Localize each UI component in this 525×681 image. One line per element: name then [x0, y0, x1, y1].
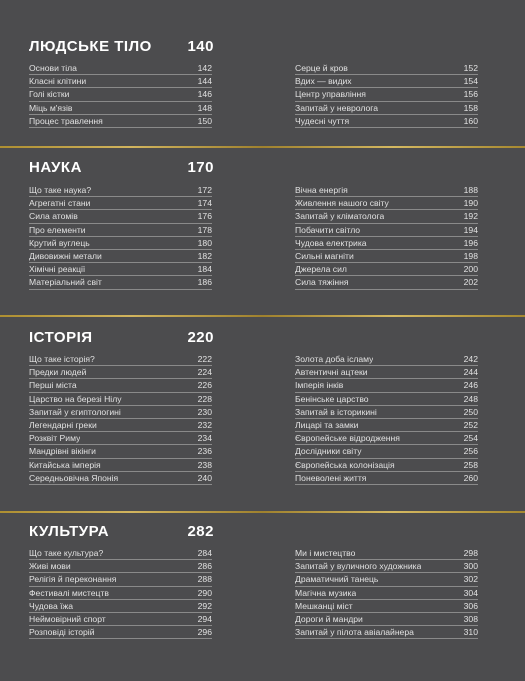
section-heading: [29, 36, 214, 56]
entry-page: 300: [463, 561, 478, 572]
entry-page: 230: [197, 406, 212, 417]
entry-page: 148: [197, 102, 212, 113]
entry-title: Запитай у кліматолога: [295, 211, 385, 222]
section-page: 220: [187, 328, 214, 346]
entry-title: Процес травлення: [29, 115, 103, 126]
toc-entry[interactable]: [29, 75, 212, 88]
section-title: НАУКА: [29, 158, 82, 176]
toc-entry[interactable]: [295, 459, 478, 472]
entry-title: Імперія інків: [295, 380, 344, 391]
entry-title: Драматичний танець: [295, 574, 379, 585]
toc-entry[interactable]: [29, 432, 212, 445]
entry-page: 258: [463, 459, 478, 470]
toc-entry[interactable]: [29, 353, 212, 366]
entry-page: 152: [463, 63, 478, 73]
entry-page: 240: [197, 472, 212, 483]
entry-page: 222: [197, 354, 212, 364]
entry-page: 238: [197, 459, 212, 470]
toc-entry[interactable]: [29, 115, 212, 128]
toc-column-right: [295, 353, 478, 485]
toc-entry[interactable]: [295, 88, 478, 101]
toc-entry[interactable]: [29, 102, 212, 115]
entry-page: 226: [197, 380, 212, 391]
gold-divider: [0, 315, 525, 317]
entry-title: Запитай в історикині: [295, 406, 377, 417]
entry-title: Що таке наука?: [29, 185, 92, 195]
entry-title: Джерела сил: [295, 264, 347, 275]
entry-title: Вічна енергія: [295, 185, 348, 195]
toc-entry[interactable]: [29, 613, 212, 626]
entry-title: Європейське відродження: [295, 433, 400, 444]
entry-title: Бенінське царство: [295, 393, 369, 404]
entry-title: Міць м'язів: [29, 102, 73, 113]
toc-entry[interactable]: [29, 600, 212, 613]
section-title: ІСТОРІЯ: [29, 328, 93, 346]
section-heading: [29, 327, 214, 347]
toc-entry[interactable]: [295, 102, 478, 115]
toc-entry[interactable]: [295, 445, 478, 458]
entry-title: Запитай у пілота авіалайнера: [295, 627, 414, 638]
entry-title: Матеріальний світ: [29, 277, 102, 288]
toc-entry[interactable]: [295, 600, 478, 613]
entry-page: 156: [463, 89, 478, 100]
entry-page: 306: [463, 600, 478, 611]
entry-page: 298: [463, 548, 478, 558]
entry-page: 200: [463, 264, 478, 275]
entry-title: Сильні магніти: [295, 250, 354, 261]
entry-title: Що таке культура?: [29, 548, 104, 558]
entry-page: 302: [463, 574, 478, 585]
entry-title: Живі мови: [29, 561, 71, 572]
entry-page: 158: [463, 102, 478, 113]
entry-title: Чудова електрика: [295, 237, 367, 248]
toc-entry[interactable]: [29, 419, 212, 432]
entry-page: 244: [463, 367, 478, 378]
entry-page: 254: [463, 433, 478, 444]
toc-entry[interactable]: [29, 250, 212, 263]
toc-entry[interactable]: [29, 197, 212, 210]
entry-title: Легендарні греки: [29, 419, 97, 430]
toc-entry[interactable]: [295, 115, 478, 128]
toc-entry[interactable]: [295, 250, 478, 263]
entry-page: 160: [463, 115, 478, 126]
entry-page: 196: [463, 237, 478, 248]
toc-entry[interactable]: [29, 366, 212, 379]
section-title: ЛЮДСЬКЕ ТІЛО: [29, 37, 152, 55]
toc-entry[interactable]: [295, 419, 478, 432]
toc-entry[interactable]: [295, 263, 478, 276]
entry-title: Автентичні ацтеки: [295, 367, 368, 378]
entry-page: 234: [197, 433, 212, 444]
toc-entry[interactable]: [295, 75, 478, 88]
toc-entry[interactable]: [295, 184, 478, 197]
toc-entry[interactable]: [29, 62, 212, 75]
entry-title: Магічна музика: [295, 587, 357, 598]
toc-entry[interactable]: [295, 547, 478, 560]
toc-entry[interactable]: [29, 560, 212, 573]
toc-entry[interactable]: [295, 587, 478, 600]
toc-entry[interactable]: [29, 88, 212, 101]
entry-page: 310: [463, 627, 478, 638]
entry-title: Перші міста: [29, 380, 77, 391]
entry-page: 290: [197, 587, 212, 598]
toc-entry[interactable]: [29, 276, 212, 289]
toc-entry[interactable]: [295, 276, 478, 289]
entry-title: Чудова їжа: [29, 600, 74, 611]
entry-page: 232: [197, 419, 212, 430]
entry-title: Ми і мистецтво: [295, 548, 356, 558]
entry-title: Дослідники світу: [295, 446, 362, 457]
toc-entry[interactable]: [29, 459, 212, 472]
entry-page: 186: [197, 277, 212, 288]
entry-page: 178: [197, 224, 212, 235]
entry-title: Про елементи: [29, 224, 86, 235]
entry-title: Центр управління: [295, 89, 366, 100]
entry-page: 296: [197, 627, 212, 638]
entry-title: Сила атомів: [29, 211, 78, 222]
entry-page: 182: [197, 250, 212, 261]
toc-entry[interactable]: [29, 547, 212, 560]
entry-title: Розквіт Риму: [29, 433, 81, 444]
entry-page: 174: [197, 198, 212, 209]
toc-column-left: [29, 547, 212, 639]
entry-page: 228: [197, 393, 212, 404]
toc-entry[interactable]: [29, 445, 212, 458]
toc-entry[interactable]: [29, 406, 212, 419]
entry-page: 292: [197, 600, 212, 611]
toc-column-right: [295, 62, 478, 128]
entry-title: Неймовірний спорт: [29, 613, 106, 624]
entry-title: Золота доба ісламу: [295, 354, 374, 364]
entry-title: Запитай у вуличного художника: [295, 561, 422, 572]
toc-entry[interactable]: [29, 379, 212, 392]
entry-page: 304: [463, 587, 478, 598]
toc-entry[interactable]: [295, 197, 478, 210]
entry-page: 176: [197, 211, 212, 222]
entry-page: 236: [197, 446, 212, 457]
entry-page: 284: [197, 548, 212, 558]
entry-title: Класні клітини: [29, 76, 87, 87]
entry-title: Мандрівні вікінги: [29, 446, 96, 457]
entry-title: Розповіді історій: [29, 627, 95, 638]
toc-entry[interactable]: [295, 224, 478, 237]
toc-column-right: [295, 547, 478, 639]
entry-title: Середньовічна Японія: [29, 472, 119, 483]
toc-entry[interactable]: [29, 472, 212, 485]
section-title: КУЛЬТУРА: [29, 522, 110, 540]
entry-title: Що таке історія?: [29, 354, 95, 364]
toc-entry[interactable]: [29, 626, 212, 639]
entry-title: Предки людей: [29, 367, 87, 378]
toc-entry[interactable]: [295, 406, 478, 419]
entry-page: 260: [463, 472, 478, 483]
entry-title: Європейська колонізація: [295, 459, 395, 470]
entry-title: Запитай у невролога: [295, 102, 378, 113]
entry-title: Крутий вуглець: [29, 237, 90, 248]
entry-page: 308: [463, 613, 478, 624]
entry-page: 146: [197, 89, 212, 100]
entry-title: Фестивалі мистецтв: [29, 587, 109, 598]
toc-entry[interactable]: [29, 263, 212, 276]
entry-page: 224: [197, 367, 212, 378]
entry-page: 144: [197, 76, 212, 87]
toc-column-left: [29, 62, 212, 128]
entry-page: 198: [463, 250, 478, 261]
toc-entry[interactable]: [29, 237, 212, 250]
entry-page: 242: [463, 354, 478, 364]
entry-page: 188: [463, 185, 478, 195]
entry-title: Дороги й мандри: [295, 613, 363, 624]
entry-page: 180: [197, 237, 212, 248]
toc-entry[interactable]: [295, 472, 478, 485]
toc-entry[interactable]: [295, 432, 478, 445]
entry-title: Релігія й переконання: [29, 574, 117, 585]
entry-page: 288: [197, 574, 212, 585]
toc-entry[interactable]: [29, 224, 212, 237]
entry-title: Агрегатні стани: [29, 198, 91, 209]
entry-page: 184: [197, 264, 212, 275]
entry-page: 248: [463, 393, 478, 404]
entry-page: 150: [197, 115, 212, 126]
section-heading: [29, 521, 214, 541]
entry-title: Дивовижні метали: [29, 250, 102, 261]
entry-title: Живлення нашого світу: [295, 198, 389, 209]
toc-entry[interactable]: [295, 573, 478, 586]
entry-page: 246: [463, 380, 478, 391]
toc-entry[interactable]: [29, 393, 212, 406]
toc-entry[interactable]: [295, 379, 478, 392]
toc-entry[interactable]: [295, 393, 478, 406]
entry-page: 294: [197, 613, 212, 624]
entry-title: Поневолені життя: [295, 472, 367, 483]
gold-divider: [0, 146, 525, 148]
toc-entry[interactable]: [295, 62, 478, 75]
entry-title: Царство на березі Нілу: [29, 393, 122, 404]
gold-divider: [0, 511, 525, 513]
toc-entry[interactable]: [295, 353, 478, 366]
entry-title: Вдих — видих: [295, 76, 352, 87]
toc-entry[interactable]: [29, 587, 212, 600]
entry-page: 142: [197, 63, 212, 73]
entry-page: 252: [463, 419, 478, 430]
toc-column-left: [29, 184, 212, 290]
entry-page: 190: [463, 198, 478, 209]
entry-title: Серце й кров: [295, 63, 348, 73]
entry-title: Сила тяжіння: [295, 277, 349, 288]
entry-page: 172: [197, 185, 212, 195]
entry-title: Запитай у єгиптологині: [29, 406, 121, 417]
toc-entry[interactable]: [295, 366, 478, 379]
toc-entry[interactable]: [295, 560, 478, 573]
entry-title: Чудесні чуття: [295, 115, 350, 126]
section-heading: [29, 157, 214, 177]
toc-entry[interactable]: [29, 210, 212, 223]
toc-entry[interactable]: [295, 210, 478, 223]
section-page: 282: [187, 522, 214, 540]
entry-page: 256: [463, 446, 478, 457]
toc-entry[interactable]: [29, 184, 212, 197]
section-page: 170: [187, 158, 214, 176]
entry-title: Мешканці міст: [295, 600, 353, 611]
toc-entry[interactable]: [295, 613, 478, 626]
entry-page: 154: [463, 76, 478, 87]
toc-entry[interactable]: [295, 237, 478, 250]
entry-page: 286: [197, 561, 212, 572]
entry-page: 192: [463, 211, 478, 222]
section-page: 140: [187, 37, 214, 55]
toc-column-right: [295, 184, 478, 290]
entry-title: Китайська імперія: [29, 459, 101, 470]
entry-page: 202: [463, 277, 478, 288]
entry-title: Лицарі та замки: [295, 419, 359, 430]
toc-entry[interactable]: [29, 573, 212, 586]
entry-page: 250: [463, 406, 478, 417]
entry-title: Основи тіла: [29, 63, 77, 73]
entry-page: 194: [463, 224, 478, 235]
entry-title: Хімічні реакції: [29, 264, 86, 275]
entry-title: Голі кістки: [29, 89, 70, 100]
toc-column-left: [29, 353, 212, 485]
toc-entry[interactable]: [295, 626, 478, 639]
entry-title: Побачити світло: [295, 224, 361, 235]
